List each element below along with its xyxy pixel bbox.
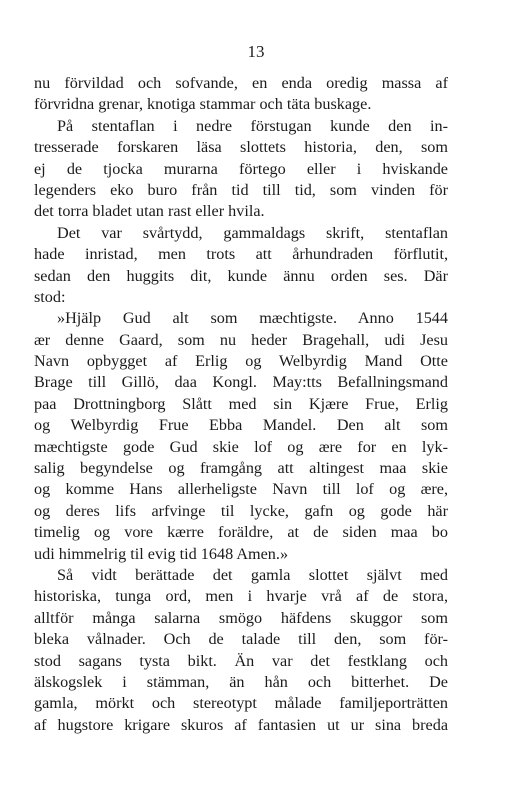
text-line: förvridna grenar, knotiga stammar och täta buskage.	[34, 95, 372, 114]
text-line: timelig og vore kærre foräldre, at de siden maa bo	[34, 523, 448, 542]
text-line: stod sagans tysta bikt. Än var det festklang och	[34, 651, 448, 670]
text-line: nu förvildad och sofvande, en enda oredig massa af	[34, 74, 448, 92]
body-text	[34, 73, 448, 736]
text-line: det torra bladet utan rast eller hvila.	[34, 202, 265, 221]
text-line: salig begyndelse og framgång att altingest maa skie	[34, 459, 448, 478]
text-line: ej de tjocka murarna förtego eller i hviskande	[34, 159, 448, 178]
text-line: og komme Hans allerheligste Navn till lof og ære,	[34, 480, 448, 499]
text-line: gamla, mörkt och stereotypt målade familjeporträtten	[34, 694, 448, 713]
text-line: ær denne Gaard, som nu heder Bragehall, udi Jesu	[34, 330, 448, 349]
text-line: udi himmelrig til evig tid 1648 Amen.»	[34, 544, 289, 563]
text-line: sedan den huggits dit, kunde ännu orden ses. Där	[34, 266, 448, 285]
text-line: stod:	[34, 287, 66, 306]
text-line: Så vidt berättade det gamla slottet självt med	[57, 565, 448, 584]
text-line: legenders eko buro från tid till tid, som vinden för	[34, 180, 448, 199]
text-line: Navn opbygget af Erlig og Welbyrdig Mand Otte	[34, 352, 448, 371]
text-line: På stentaflan i nedre förstugan kunde den in-	[57, 116, 448, 135]
text-line: hade inristad, men trots att århundraden förflutit,	[34, 245, 448, 264]
page-number: 13	[247, 42, 265, 61]
text-line: bleka vålnader. Och de talade till den, som för-	[34, 630, 448, 649]
text-line: alltför många salarna smögo häfdens skuggor som	[34, 608, 448, 627]
text-line: älskogslek i stämman, än hån och bitterhet. De	[34, 672, 448, 691]
text-line: mæchtigste gode Gud skie lof og ære for en lyk-	[34, 437, 448, 456]
text-line: af hugstore krigare skuros af fantasien ut ur sina breda	[34, 715, 448, 734]
text-line: Det var svårtydd, gammaldags skrift, stentaflan	[57, 223, 448, 242]
text-line: Brage till Gillö, daa Kongl. May:tts Befallningsmand	[34, 373, 448, 392]
text-line: »Hjälp Gud alt som mæchtigste. Anno 1544	[57, 309, 448, 328]
text-line: og Welbyrdig Frue Ebba Mandel. Den alt som	[34, 416, 448, 435]
text-line: paa Drottningborg Slått med sin Kjære Frue, Erlig	[34, 394, 448, 413]
text-line: historiska, tunga ord, men i hvarje vrå af de stora,	[34, 587, 448, 606]
text-line: tresserade forskaren läsa slottets historia, den, som	[34, 138, 448, 157]
text-line: og deres lifs arfvinge til lycke, gafn og gode här	[34, 501, 448, 520]
